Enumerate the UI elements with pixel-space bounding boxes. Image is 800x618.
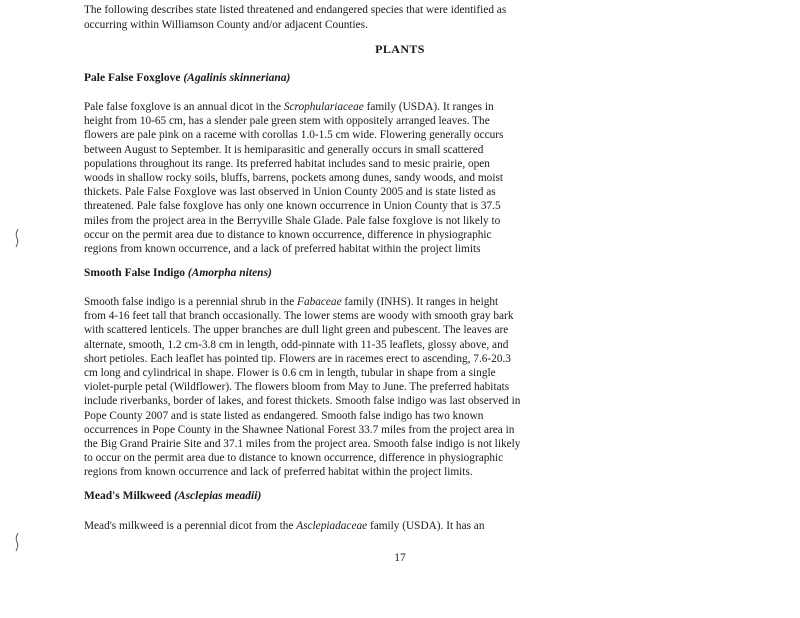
scan-artifact-mark [14,228,20,248]
paragraph-line: regions from known occurrence and lack of preferred habitat within the project limits. [84,466,473,479]
intro-line-1: The following describes state listed threatened and endangered species that were identified as [84,4,507,16]
section-title: PLANTS [375,42,425,56]
paragraph-line: Pope County 2007 and is state listed as endangered. Smooth false indigo has two known [84,409,484,422]
species-scientific-name: (Amorpha nitens) [187,267,272,279]
paragraph-line: to occur on the permit area due to distance to known occurrence, difference in physiographic [84,452,504,465]
paragraph-line: alternate, smooth, 1.2 cm-3.8 cm in length, odd-pinnate with 11-35 leaflets, glossy above, and [84,338,509,351]
scan-artifact-mark [14,532,20,552]
paragraph-line: Pale false foxglove is an annual dicot in the Scrophulariaceae family (USDA). It ranges in [84,101,494,113]
paragraph-line: short petioles. Each leaflet has pointed tip. Flowers are in racemes erect to ascending, 7.6-20.3 [84,352,511,365]
paragraph-line: include riverbanks, border of lakes, and forest thickets. Smooth false indigo was last observed in [84,395,521,408]
paragraph-line: threatened. Pale false foxglove has only one known occurrence in Union County that is 37.5 [84,200,501,213]
species-scientific-name: (Agalinis skinneriana) [183,72,291,84]
paragraph-line: with scattered lenticels. The upper branches are dull light green and pubescent. The leaves are [84,324,509,337]
paragraph-line: the Big Grand Prairie Site and 37.1 miles from the project area. Smooth false indigo is not likely [84,438,521,450]
paragraph-line: between August to September. It is hemiparasitic and generally occurs in small scattered [84,143,484,156]
species-common-name: Mead's Milkweed [84,490,172,502]
species-common-name: Pale False Foxglove [84,72,181,84]
species-heading-pale-false-foxglove [84,72,290,84]
paragraph-line: cm long and cylindrical in shape. Flower is 0.6 cm in length, tubular in shape from a single [84,367,496,379]
paragraph-line: populations throughout its range. Its preferred habitat includes sand to mesic prairie, open [84,157,490,170]
paragraph-line: thickets. Pale False Foxglove was last observed in Union County 2005 and is state listed as [84,186,496,199]
paragraph-line: Mead's milkweed is a perennial dicot from the Asclepiadaceae family (USDA). It has an [84,520,485,532]
page-number: 17 [394,552,406,564]
species-heading-smooth-false-indigo [84,267,272,279]
paragraph-line: occurrences in Pope County in the Shawnee National Forest 33.7 miles from the project area in [84,423,515,436]
paragraph-line: flowers are pale pink on a raceme with corollas 1.0-1.5 cm wide. Flowering generally occurs [84,129,504,142]
species-scientific-name: (Asclepias meadii) [174,490,262,502]
paragraph-line: woods in shallow rocky soils, bluffs, barrens, pockets among dunes, sandy woods, and moist [84,172,503,184]
paragraph-line: miles from the project area in the Berryville Shale Glade. Pale false foxglove is not likely to [84,214,501,227]
paragraph-line: violet-purple petal (Wildflower). The flowers bloom from May to June. The preferred habitats [84,381,510,394]
paragraph-line: height from 10-65 cm, has a slender pale green stem with oppositely arranged leaves. The [84,115,490,128]
paragraph-line: from 4-16 feet tall that branch occasionally. The lower stems are woody with smooth gray bark [84,310,514,323]
species-heading-meads-milkweed [84,490,261,502]
paragraph-line: regions from known occurrence, and a lack of preferred habitat within the project limits [84,243,481,255]
paragraph-line: occur on the permit area due to distance to known occurrence, difference in physiographic [84,228,492,241]
paragraph-line: Smooth false indigo is a perennial shrub in the Fabaceae family (INHS). It ranges in height [84,296,499,308]
species-common-name: Smooth False Indigo [84,267,185,279]
intro-line-2: occurring within Williamson County and/or adjacent Counties. [84,19,368,31]
